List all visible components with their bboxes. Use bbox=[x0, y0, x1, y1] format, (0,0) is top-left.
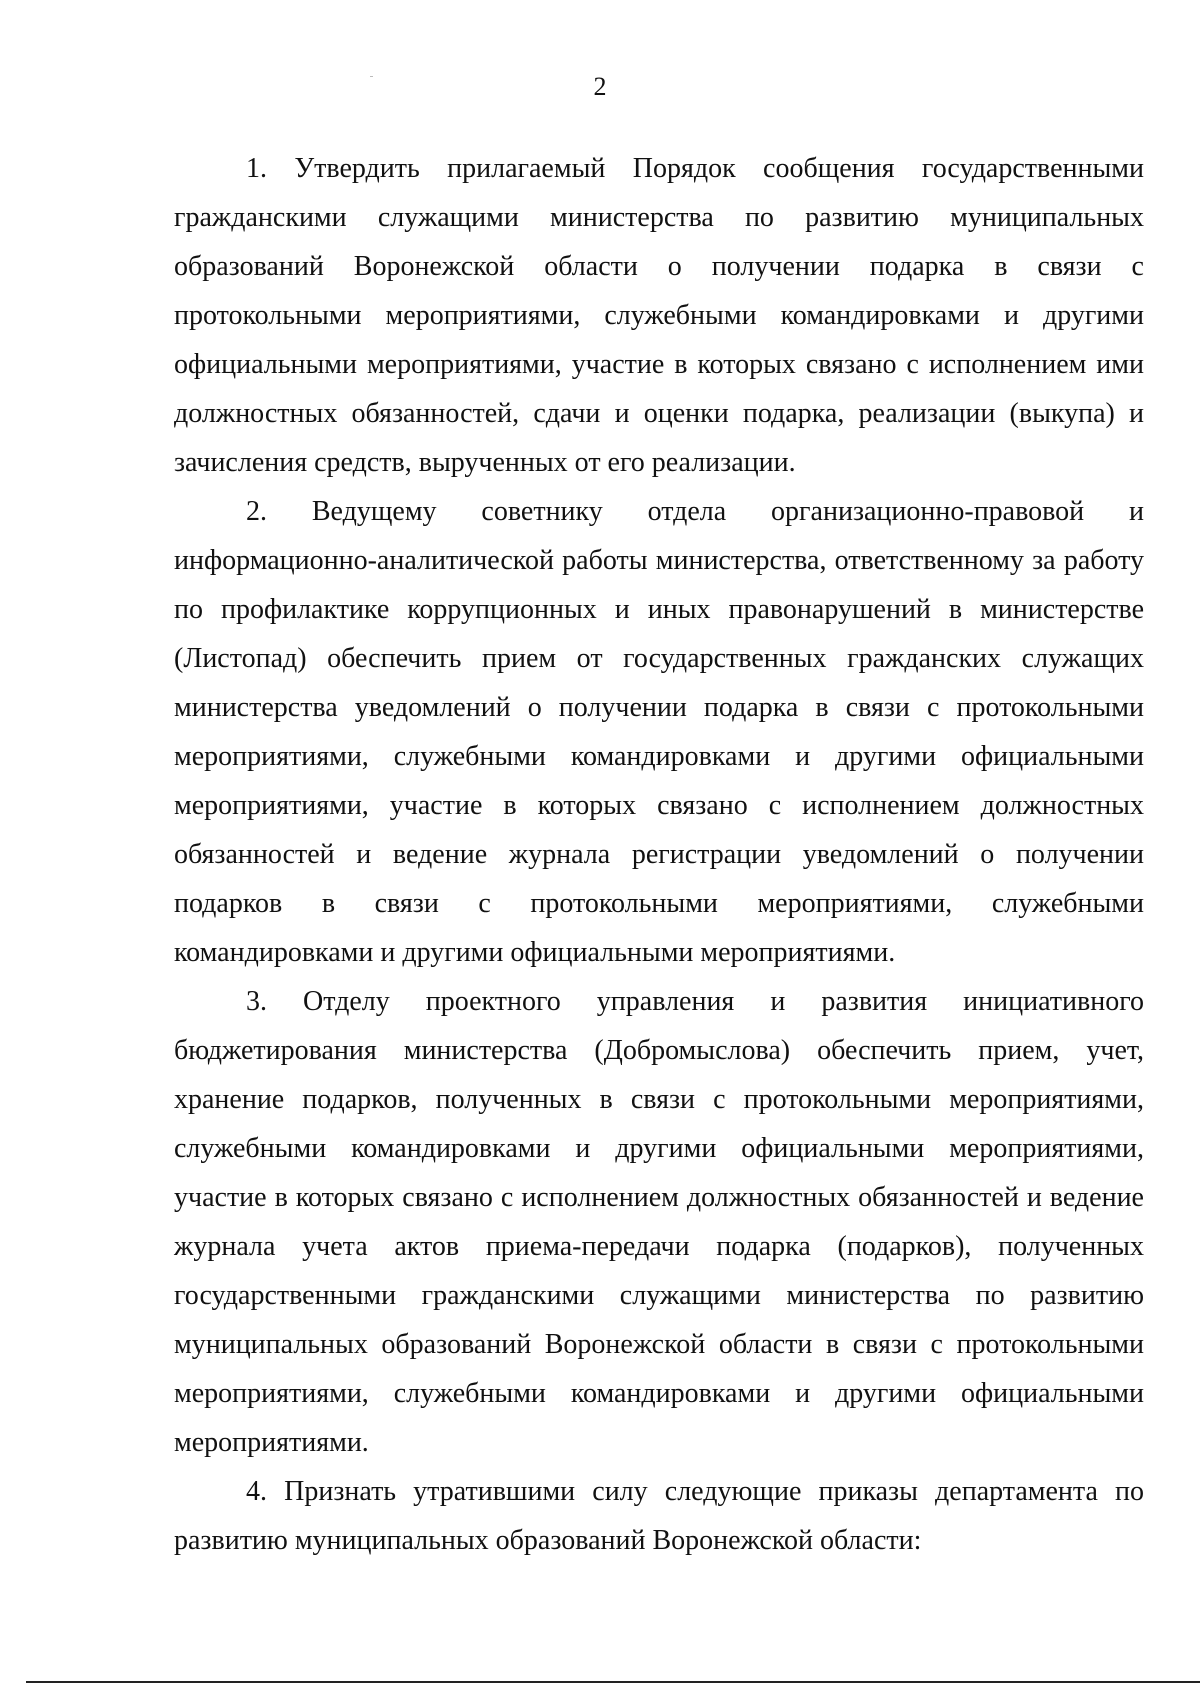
paragraph-2: 2. Ведущему советнику отдела организационно-правовой и информационно-аналитической работы министерства, ответственному за работу по профилактике коррупционных и иных правонарушений в министерстве (Листопад) обеспечить прием от государственных гражданских служащих министерства уведомлений о получении подарка в связи с протокольными мероприятиями, служебными командировками и другими официальными мероприятиями, участие в которых связано с исполнением должностных обязанностей и ведение журнала регистрации уведомлений о получении подарков в связи с протокольными мероприятиями, служебными командировками и другими официальными мероприятиями. bbox=[174, 496, 1144, 968]
document-body bbox=[174, 144, 1144, 1565]
paragraph-4: 4. Признать утратившими силу следующие приказы департамента по развитию муниципальных образований Воронежской области: bbox=[174, 1476, 1144, 1556]
paragraph-3: 3. Отделу проектного управления и развития инициативного бюджетирования министерства (Добромыслова) обеспечить прием, учет, хранение подарков, полученных в связи с протокольными мероприятиями, служебными командировками и другими официальными мероприятиями, участие в которых связано с исполнением должностных обязанностей и ведение журнала учета актов приема-передачи подарка (подарков), полученных государственными гражданскими служащими министерства по развитию муниципальных образований Воронежской области в связи с протокольными мероприятиями, служебными командировками и другими официальными мероприятиями. bbox=[174, 986, 1144, 1458]
paragraph-1: 1. Утвердить прилагаемый Порядок сообщения государственными гражданскими служащими министерства по развитию муниципальных образований Воронежской области о получении подарка в связи с протокольными мероприятиями, служебными командировками и другими официальными мероприятиями, участие в которых связано с исполнением ими должностных обязанностей, сдачи и оценки подарка, реализации (выкупа) и зачисления средств, вырученных от его реализации. bbox=[174, 153, 1144, 478]
page-number: 2 bbox=[593, 72, 607, 101]
bottom-rule bbox=[26, 1681, 1200, 1683]
